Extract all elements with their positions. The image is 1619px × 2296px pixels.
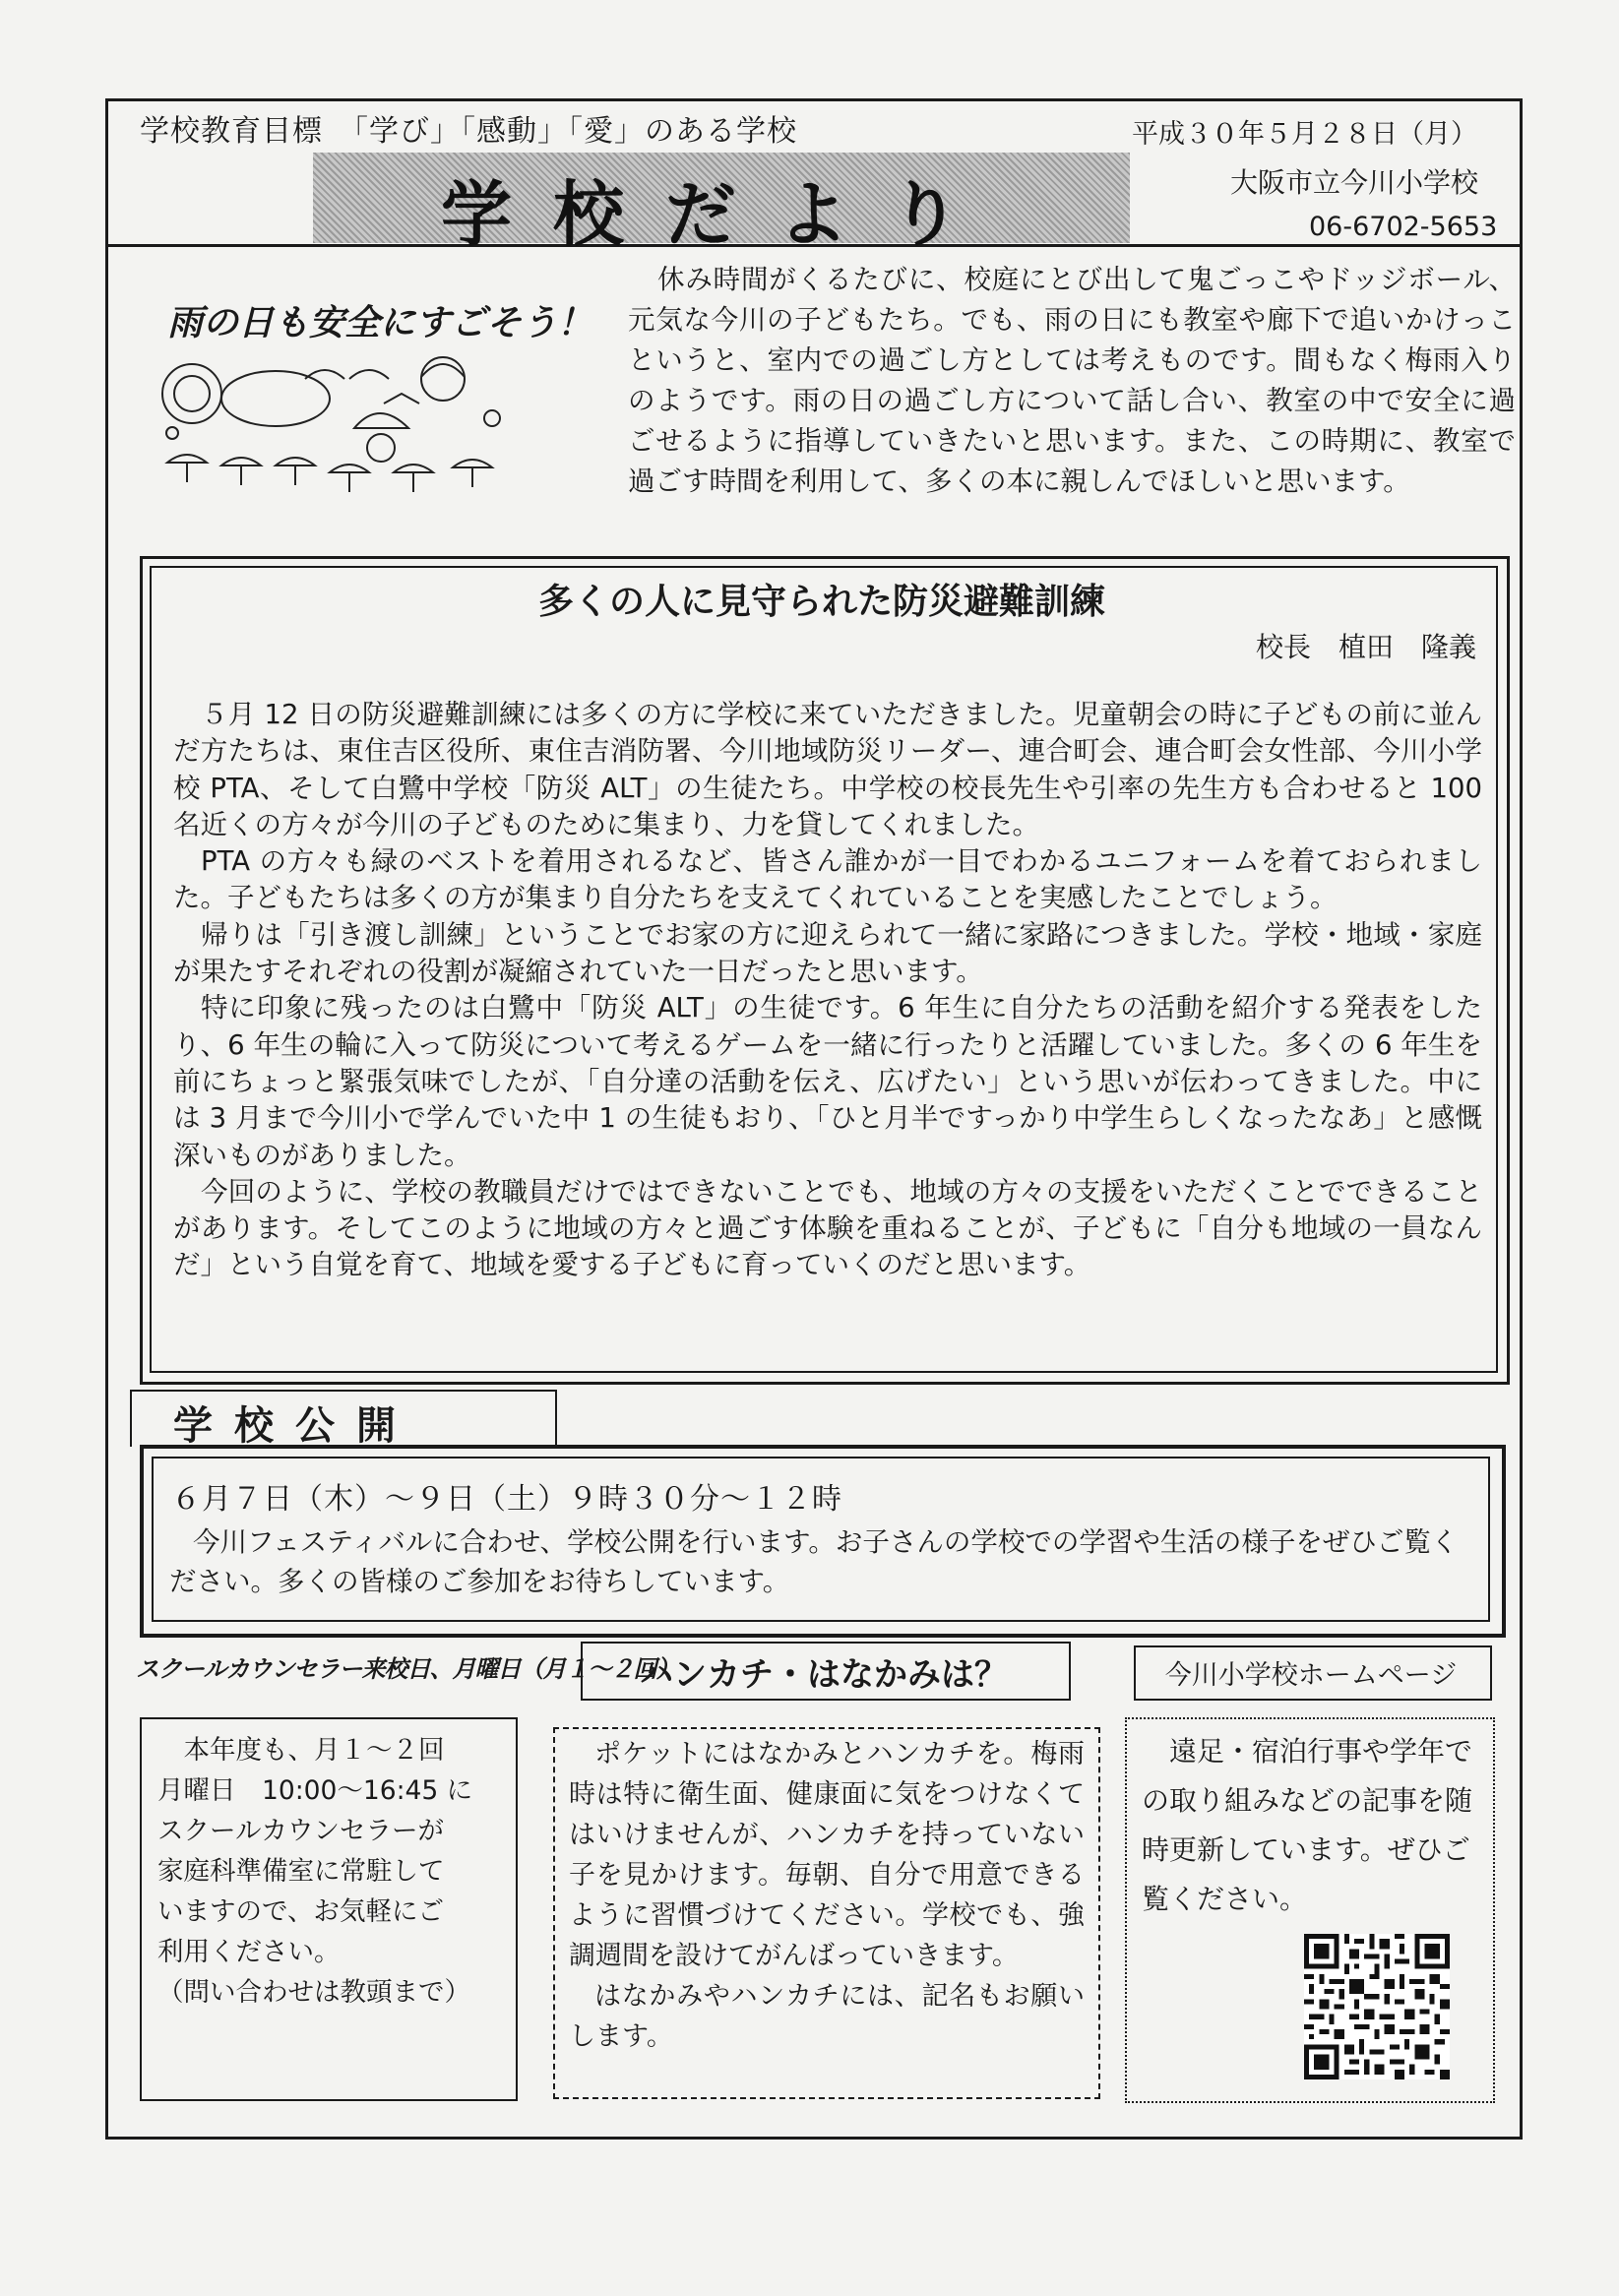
homepage-body: 遠足・宿泊行事や学年での取り組みなどの記事を随時更新しています。ぜひご覧ください。	[1142, 1735, 1473, 1915]
school-name: 大阪市立今川小学校	[1230, 166, 1479, 199]
counselor-body: 本年度も、月１～２回 月曜日 10:00～16:45 に スクールカウンセラーが 家庭科準備室に常駐して いますので、お気軽にご 利用ください。 （問い合わせは教頭まで）	[157, 1735, 473, 2008]
rain-day-paragraph: 休み時間がくるたびに、校庭にとび出して鬼ごっこやドッジボール、元気な今川の子どもたち。でも、雨の日にも教室や廊下で追いかけっこというと、室内での過ごし方としては考えものです。間もなく梅雨入りのようです。雨の日の過ごし方について話し合い、教室の中で安全に過ごせるように指導していきたいと思います。また、この時期に、教室で過ごす時間を利用して、多くの本に親しんでほしいと思います。	[628, 264, 1516, 497]
open-school-title: 学校公開	[173, 1403, 417, 1449]
handkerchief-heading: ハンカチ・はなかみは？	[640, 1655, 1008, 1695]
drill-paragraph: ５月 12 日の防災避難訓練には多くの方に学校に来ていただきました。児童朝会の時に子どもの前に並んだ方たちは、東住吉区役所、東住吉消防署、今川地域防災リーダー、連合町会、連合町会女性部、今川小学校 PTA、そして白鷺中学校「防災 ALT」の生徒たち。中学校の校長先生や引率の先生方も合わせると 100 名近くの方々が今川の子どものために集まり、力を貸してくれました。	[173, 699, 1482, 840]
open-school-date: ６月７日（木）～９日（土）９時３０分～１２時	[171, 1482, 842, 1517]
drill-article-body	[173, 697, 1482, 1284]
school-goal: 学校教育目標 「学び」「感動」「愛」のある学校	[140, 114, 797, 149]
handkerchief-body: ポケットにはなかみとハンカチを。梅雨時は特に衛生面、健康面に気をつけなくてはいけませんが、ハンカチを持っていない子を見かけます。毎朝、自分で用意できるように習慣づけてください。学校でも、強調週間を設けてがんばっていきます。 はなかみやハンカチには、記名もお願いします。	[569, 1739, 1085, 2052]
drill-paragraph: 帰りは「引き渡し訓練」ということでお家の方に迎えられて一緒に家路につきました。学校・地域・家庭が果たすそれぞれの役割が凝縮されていた一日だったと思います。	[173, 918, 1482, 988]
counselor-heading: スクールカウンセラー来校日、月曜日（月１～２回）	[136, 1655, 679, 1683]
drill-paragraph: 今回のように、学校の教職員だけではできないことでも、地域の方々の支援をいただくことでできることがあります。そしてこのように地域の方々と過ごす体験を重ねることが、子どもに「自分も地域の一員なんだ」という自覚を育て、地域を愛する子どもに育っていくのだと思います。	[173, 1175, 1482, 1281]
open-school-body: 今川フェスティバルに合わせ、学校公開を行います。お子さんの学校での学習や生活の様子をぜひご覧ください。多くの皆様のご参加をお待ちしています。	[169, 1526, 1459, 1597]
issue-date: 平成３０年５月２８日（月）	[1132, 119, 1477, 150]
drill-article-author: 校長 植田 隆義	[1256, 631, 1477, 663]
umbrella-illustration	[148, 349, 531, 507]
drill-article-title: 多くの人に見守られた防災避難訓練	[537, 582, 1105, 622]
rain-day-title: 雨の日も安全にすごそう！	[167, 303, 593, 343]
newsletter-title: 学校だより	[440, 173, 1002, 256]
homepage-qr-code[interactable]	[1304, 1934, 1450, 2079]
homepage-heading: 今川小学校ホームページ	[1164, 1660, 1458, 1691]
drill-paragraph: 特に印象に残ったのは白鷺中「防災 ALT」の生徒です。6 年生に自分たちの活動を紹介する発表をしたり、6 年生の輪に入って防災について考えるゲームを一緒に行ったりと活躍していました。多くの 6 年生を前にちょっと緊張気味でしたが、「自分達の活動を伝え、広げたい」という思いが伝わってきました。中には 3 月まで今川小で学んでいた中 1 の生徒もおり、「ひと月半ですっかり中学生らしくなったなあ」と感慨深いものがありました。	[173, 992, 1482, 1171]
drill-paragraph: PTA の方々も緑のベストを着用されるなど、皆さん誰かが一目でわかるユニフォームを着ておられました。子どもたちは多くの方が集まり自分たちを支えてくれていることを実感したことでしょう。	[173, 845, 1482, 914]
school-phone: 06-6702-5653	[1309, 212, 1498, 242]
